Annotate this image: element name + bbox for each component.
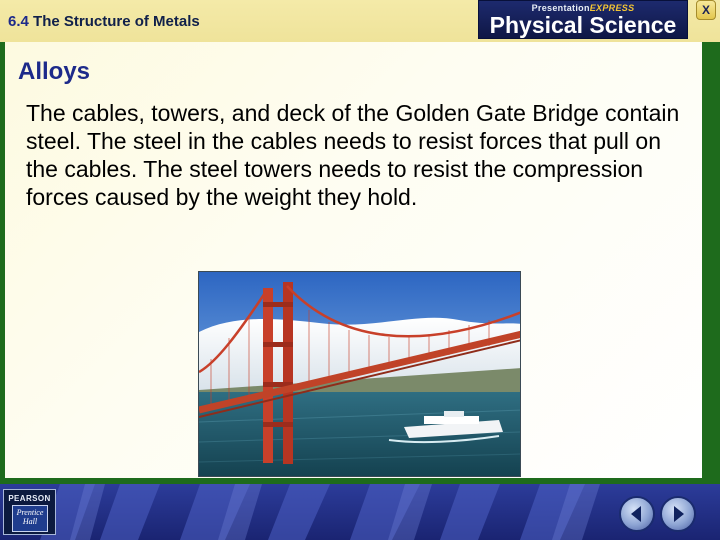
next-slide-button[interactable] [660,496,696,532]
logo-line-1: Prentice [16,508,44,517]
next-arrow-icon [662,498,694,530]
section-number: 6.4 [8,13,29,30]
footer-bar [0,484,720,540]
brand-title: Physical Science [489,12,677,38]
prentice-hall-logo [12,505,48,532]
slide-heading: Alloys [18,58,91,85]
header-bar [0,0,720,42]
previous-arrow-icon [621,498,653,530]
previous-slide-button[interactable] [619,496,655,532]
golden-gate-bridge-photo [198,271,521,477]
logo-line-2: Hall [22,517,38,526]
section-title-text: The Structure of Metals [33,13,200,30]
brand-tagline-prefix: Presentation [531,3,590,13]
brand-logo [478,0,688,39]
brand-tagline-suffix: EXPRESS [589,3,635,13]
slide-body-text: The cables, towers, and deck of the Golden Gate Bridge contain steel. The steel in the cables needs to resist forces that pull on the cables. The steel towers needs to resist the compression forces caused by the weight they hold. [26,100,680,210]
section-title [8,13,200,30]
publisher-name: PEARSON [8,494,51,503]
close-button[interactable]: X [696,0,716,20]
pearson-logo [3,489,56,535]
